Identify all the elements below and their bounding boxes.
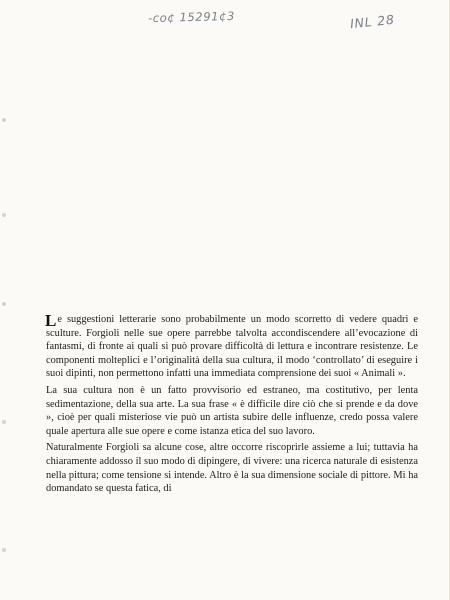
paragraph-text: e suggestioni letterarie sono probabilmente un modo scorretto di vedere quadri e sculture. Forgioli nelle sue opere parrebbe talvolta accondiscendere all’evocazione di fantasmi, di fronte ai quali si può provare difficoltà di lettura e incontrare resistenze. Le componenti molteplici e l’originalità della sua cultura, il modo ‘controllato’ di eseguire i suoi dipinti, non permettono infatti una immediata comprensione dei suoi « Animali ». (46, 314, 418, 380)
punch-hole-mark (2, 213, 6, 217)
paragraph: La sua cultura non è un fatto provvisorio ed estraneo, ma costitutivo, per lenta sedimentazione, della sua arte. La sua frase « è difficile dire ciò che si prende e da dove », cioè per quali misteriose vie può un artista subire delle influenze, credo possa valere quale apertura alle sue opere e come istanza etica del suo lavoro. (46, 384, 418, 437)
punch-hole-mark (2, 118, 6, 122)
handwritten-shelf-mark: INL 28 (349, 11, 396, 32)
punch-hole-mark (2, 420, 6, 424)
paragraph: Naturalmente Forgioli sa alcune cose, altre occorre riscoprirle assieme a lui; tuttavia ha chiaramente addosso il suo modo di dipingere, di vivere: una ricerca naturale di esistenza nella pittura; come tensione si intende. Altro è la sua dimensione sociale di pittore. Mi ha domandato se questa fatica, di (46, 442, 418, 495)
handwritten-inventory-code: -co¢ 15291¢3 (147, 8, 236, 26)
dropcap-letter: L (45, 311, 57, 330)
paragraph (46, 313, 418, 381)
body-text (46, 313, 418, 499)
punch-hole-mark (2, 302, 6, 306)
punch-hole-mark (2, 548, 6, 552)
